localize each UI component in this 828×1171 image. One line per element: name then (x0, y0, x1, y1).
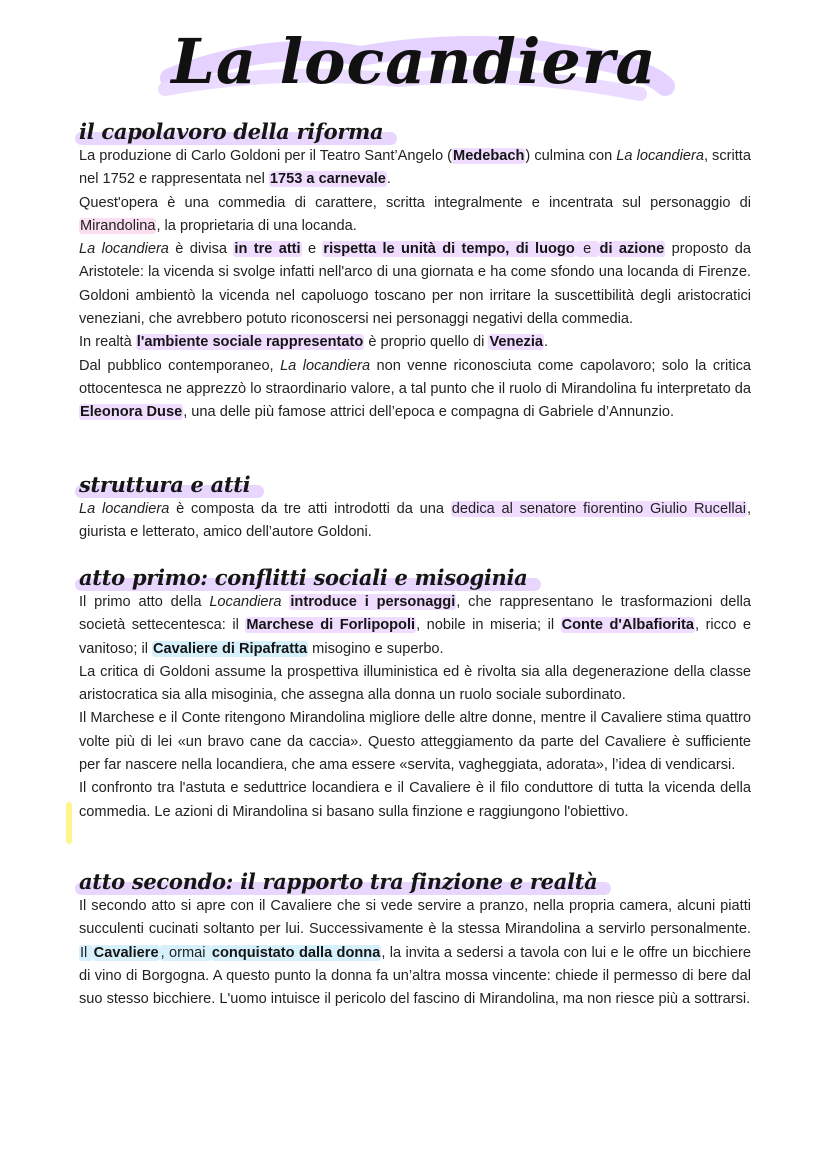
paragraph: Il Marchese e il Conte ritengono Mirandolina migliore delle altre donne, mentre il Cavaliere stima quattro volte più di lei «un bravo cane da caccia». Questo atteggiamento da parte del Cavaliere è sufficiente per far nascere nella locandiera, che ama essere «servita, vagheggiata, adorata», l’idea di vendicarsi. (79, 710, 751, 774)
margin-highlight-mark (66, 802, 72, 844)
section-capolavoro (79, 120, 751, 425)
section-heading: il capolavoro della riforma (79, 120, 383, 144)
paragraph: In realtà l'ambiente sociale rappresentato è proprio quello di Venezia. (79, 334, 549, 351)
paragraph: La locandiera è composta da tre atti introdotti da una dedica al senatore fiorentino Giulio Rucellai, giurista e letterato, amico dell’autore Goldoni. (79, 501, 751, 541)
paragraph: La critica di Goldoni assume la prospettiva illuministica ed è rivolta sia alla degenerazione della classe aristocratica sia alla misoginia, che assegna alla donna un ruolo sociale subordinato. (79, 663, 751, 704)
paragraph: La locandiera è divisa in tre atti e rispetta le unità di tempo, di luogo e di azione proposto da Aristotele: la vicenda si svolge infatti nell'arco di una giornata e ha come sfondo una locanda di Firenze. Goldoni ambientò la vicenda nel capoluogo toscano per non irritare la suscettibilità degli aristocratici veneziani, che avrebbero potuto riconoscersi nei personaggi negativi della commedia. (79, 241, 751, 328)
paragraph: Il confronto tra l'astuta e seduttrice locandiera e il Cavaliere è il filo conduttore di tutta la vicenda della commedia. Le azioni di Mirandolina si basano sulla finzione e raggiungono l'obiettivo. (79, 780, 751, 820)
paragraph: Il primo atto della Locandiera introduce i personaggi, che rappresentano le trasformazioni della società settecentesca: il Marchese di Forlipopoli, nobile in miseria; il Conte d'Albafiorita, ricco e vanitoso; il Cavaliere di Ripafratta misogino e superbo. (79, 594, 752, 657)
section-heading: atto primo: conflitti sociali e misoginia (79, 566, 527, 590)
section-atto-secondo (79, 870, 751, 1011)
section-heading: struttura e atti (79, 473, 250, 497)
section-struttura (79, 473, 751, 545)
section-heading: atto secondo: il rapporto tra finzione e realtà (79, 870, 597, 894)
paragraph: Quest'opera è una commedia di carattere, scritta integralmente e incentrata sul personaggio di Mirandolina, la proprietaria di una locanda. (79, 194, 751, 234)
page-title: La locandiera (171, 25, 657, 98)
paragraph: Dal pubblico contemporaneo, La locandiera non venne riconosciuta come capolavoro; solo la critica ottocentesca ne apprezzò lo straordinario valore, a tal punto che il ruolo di Mirandolina fu interpretato da Eleonora Duse, una delle più famose attrici dell’epoca e compagna di Gabriele d’Annunzio. (79, 357, 751, 421)
paragraph: Il secondo atto si apre con il Cavaliere che si vede servire a pranzo, nella propria camera, alcuni piatti succulenti cucinati soltanto per lui. Successivamente è la stessa Mirandolina a servirlo personalmente. Il Cavaliere , ormai conquistato dalla donna, la invita a sedersi a tavola con lui e le offre un bicchiere di vino di Borgogna. A questo punto la donna fa un’altra mossa vincente: chiede il permesso di bere dal suo stesso bicchiere. L'uomo intuisce il pericolo del fascino di Mirandolina, ma non riesce più a sottrarsi. (79, 898, 751, 1008)
title-block (0, 14, 828, 114)
paragraph: La produzione di Carlo Goldoni per il Teatro Sant’Angelo (Medebach) culmina con La locandiera, scritta nel 1752 e rappresentata nel 1753 a carnevale. (79, 148, 751, 188)
section-atto-primo (79, 566, 751, 824)
